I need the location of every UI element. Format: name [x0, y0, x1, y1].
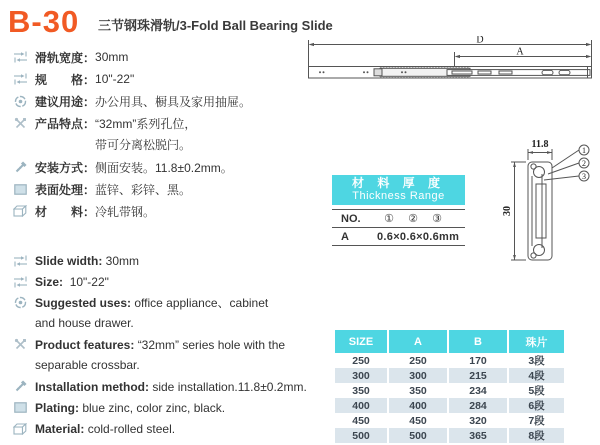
- spec-label: 安装方式：: [35, 160, 96, 175]
- spec-item-uses-en: [12, 292, 304, 313]
- cell-beads: 8段: [509, 428, 564, 443]
- spec-value: 蓝锌、彩锌、黑。: [95, 182, 192, 197]
- cross-width-label: 11.8: [531, 139, 549, 150]
- spec-item-slide-width-cn: [12, 46, 304, 68]
- spec-item-installation-en: [12, 376, 307, 397]
- cell-a: 400: [389, 398, 447, 413]
- spec-label: 产品特点：: [35, 116, 96, 131]
- cell-size: 400: [335, 398, 387, 413]
- thickness-row-a: [332, 228, 465, 246]
- circle-2: ②: [408, 213, 418, 225]
- cell-a: 350: [409, 384, 427, 397]
- slide-side-view-drawing: [302, 36, 598, 90]
- spec-list-cn: [12, 46, 304, 222]
- table-row: [335, 368, 564, 383]
- spec-item-material-en: [12, 418, 304, 439]
- spec-item-features-cn: [12, 112, 304, 134]
- circle-3: ③: [432, 213, 442, 225]
- spec-label: 材 料：: [35, 204, 96, 219]
- spec-list-en: [12, 250, 307, 439]
- spec-value: 10"-22": [69, 274, 109, 289]
- spec-item-uses-cn: [12, 90, 304, 112]
- spec-value: 30mm: [95, 50, 129, 64]
- spec-value-line2: 带可分离松脱闩。: [95, 138, 192, 152]
- callout-1: 1: [582, 146, 586, 155]
- thickness-title-cn: 材 料 厚 度: [351, 176, 445, 190]
- spec-value-line2: separable crossbar.: [35, 358, 140, 372]
- spec-item-material-cn: [12, 200, 304, 222]
- spec-value: office appliance、cabinet: [134, 296, 269, 310]
- cell-b: 215: [449, 368, 507, 383]
- cross-height-label: 30: [502, 206, 513, 216]
- cell-b: 365: [449, 428, 507, 443]
- cell-size: 450: [352, 414, 370, 427]
- spec-value: 10"-22": [95, 72, 135, 86]
- page-subtitle: 三节钢珠滑轨/3-Fold Ball Bearing Slide: [98, 18, 333, 33]
- page-title: B-30: [8, 4, 80, 39]
- table-row: [335, 413, 564, 428]
- cross-section-drawing: [498, 136, 598, 266]
- row-a-label: A: [341, 230, 349, 243]
- dimension-a-label: A: [516, 46, 524, 58]
- tools-icon: [12, 338, 28, 351]
- size-table: [333, 330, 566, 443]
- row-a-value: 0.6×0.6×0.6mm: [377, 230, 460, 243]
- table-row: [335, 428, 564, 443]
- spec-value: 侧面安装。11.8±0.2mm。: [95, 160, 233, 175]
- cell-beads: 7段: [528, 415, 545, 427]
- spec-label: Material:: [35, 421, 88, 436]
- slide-width-icon: [12, 255, 28, 267]
- spec-label: 规 格：: [35, 72, 96, 87]
- table-row: [335, 383, 564, 398]
- thickness-row-no: [332, 210, 465, 228]
- spec-label: Product features:: [35, 337, 138, 352]
- screw-icon: [12, 161, 28, 174]
- material-icon: [12, 423, 28, 435]
- col-header-beads: 珠片: [509, 330, 564, 353]
- slide-width-icon: [12, 73, 28, 85]
- cell-b: 170: [469, 354, 487, 367]
- spec-value: 冷轧带钢。: [95, 204, 156, 219]
- spec-value: “32mm” series hole with the: [137, 337, 286, 352]
- spec-item-slide-width-en: [12, 250, 304, 271]
- spec-item-plating-cn: [12, 178, 304, 200]
- spec-item-installation-cn: [12, 156, 304, 178]
- spec-value-line2: and house drawer.: [35, 316, 134, 330]
- spec-value: 办公用具、橱具及家用抽屉。: [95, 94, 252, 109]
- spec-value: 30mm: [105, 253, 140, 268]
- thickness-title-en: Thickness Range: [352, 190, 445, 202]
- cell-beads: 3段: [528, 355, 545, 367]
- col-header-a: A: [389, 330, 447, 353]
- cell-a: 450: [409, 414, 427, 427]
- dimension-d-label: D: [476, 36, 484, 46]
- plating-icon: [12, 184, 28, 195]
- spec-label: Size:: [35, 274, 70, 289]
- spec-item-size-cn: [12, 68, 304, 90]
- spec-label: 表面处理：: [35, 182, 96, 197]
- cell-b: 320: [469, 414, 487, 427]
- spec-label: 建议用途：: [35, 94, 96, 109]
- circle-1: ①: [384, 213, 394, 225]
- cell-a: 300: [389, 368, 447, 383]
- spec-value: “32mm”系列孔位，: [95, 116, 197, 131]
- tools-icon: [12, 117, 28, 130]
- callout-2: 2: [582, 159, 586, 168]
- slide-width-icon: [12, 276, 28, 288]
- thickness-table-header: [332, 175, 465, 205]
- cell-size: 350: [352, 384, 370, 397]
- cell-a: 500: [389, 428, 447, 443]
- cell-beads: 6段: [509, 398, 564, 413]
- col-header-size: SIZE: [335, 330, 387, 353]
- callout-3: 3: [582, 172, 586, 181]
- spec-value: side installation.11.8±0.2mm.: [152, 379, 307, 394]
- suggested-uses-icon: [12, 296, 28, 309]
- cell-size: 300: [335, 368, 387, 383]
- spec-item-plating-en: [12, 397, 304, 418]
- cell-beads: 4段: [509, 368, 564, 383]
- spec-label: 滑轨宽度：: [35, 50, 96, 65]
- spec-item-features-en: [12, 334, 304, 355]
- col-header-b: B: [449, 330, 507, 353]
- table-row: [335, 398, 564, 413]
- cell-a: 250: [409, 354, 427, 367]
- spec-label: Installation method:: [35, 379, 153, 394]
- cell-b: 284: [449, 398, 507, 413]
- plating-icon: [12, 402, 28, 413]
- material-icon: [12, 205, 28, 217]
- slide-width-icon: [12, 51, 28, 63]
- spec-value: cold-rolled steel.: [87, 421, 176, 436]
- spec-item-size-en: [12, 271, 304, 292]
- table-row: [335, 353, 564, 368]
- thickness-table: [332, 175, 465, 246]
- size-table-header-row: [335, 330, 564, 353]
- cell-beads: 5段: [528, 385, 545, 397]
- spec-label: Plating:: [35, 400, 83, 415]
- cell-size: 250: [352, 354, 370, 367]
- screw-icon: [12, 380, 28, 393]
- suggested-uses-icon: [12, 95, 28, 108]
- spec-label: Slide width:: [35, 253, 106, 268]
- spec-label: Suggested uses:: [35, 295, 135, 310]
- cell-b: 234: [469, 384, 487, 397]
- spec-value: blue zinc, color zinc, black.: [82, 400, 226, 415]
- cell-size: 500: [335, 428, 387, 443]
- no-label: NO.: [341, 212, 361, 225]
